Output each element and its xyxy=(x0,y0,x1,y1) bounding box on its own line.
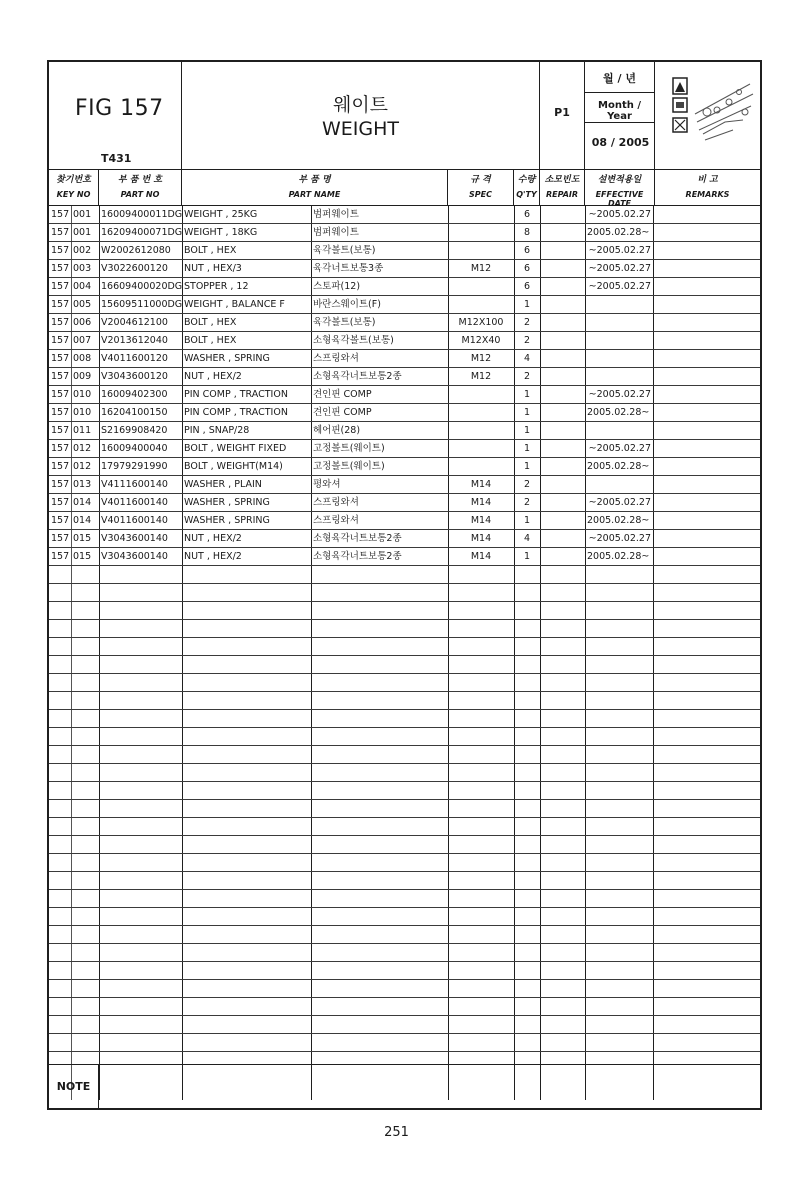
cell-qty: 6 xyxy=(523,209,531,220)
table-row xyxy=(49,458,760,476)
cell-name-en: NUT , HEX/3 xyxy=(184,263,242,274)
cell-remarks xyxy=(655,314,760,332)
cell-part-no: V3022600120 xyxy=(101,263,168,274)
table-row xyxy=(49,836,760,854)
cell-part-no: V3043600120 xyxy=(101,371,168,382)
cell-spec: M12 xyxy=(470,353,492,364)
title-box xyxy=(182,62,540,170)
table-row xyxy=(49,494,760,512)
cell-repair xyxy=(540,458,585,476)
cell-key: 011 xyxy=(73,425,92,436)
col-effective-date: 설변적용일 EFFECTIVE DATE xyxy=(585,170,655,206)
table-row xyxy=(49,674,760,692)
cell-name-en: BOLT , HEX xyxy=(184,245,237,256)
cell-repair xyxy=(540,476,585,494)
col-part-name: 부 품 명 PART NAME xyxy=(182,170,448,206)
table-row xyxy=(49,224,760,242)
cell-name-ko: 육각볼트(보통) xyxy=(313,245,376,256)
cell-name-ko: 평와셔 xyxy=(313,479,341,490)
table-row xyxy=(49,944,760,962)
cell-eff: ~2005.02.27 xyxy=(588,443,651,454)
cell-fig: 157 xyxy=(51,263,70,274)
cell-key: 015 xyxy=(73,551,92,562)
cell-qty: 1 xyxy=(523,443,531,454)
cell-part-no: 16204100150 xyxy=(101,407,168,418)
cell-repair xyxy=(540,260,585,278)
cell-name-en: PIN COMP , TRACTION xyxy=(184,407,288,418)
cell-eff: ~2005.02.27 xyxy=(588,245,651,256)
cell-part-no: W2002612080 xyxy=(101,245,171,256)
cell-part-no: V4011600120 xyxy=(101,353,168,364)
col-remarks: 비 고 REMARKS xyxy=(685,175,730,199)
table-row xyxy=(49,638,760,656)
cell-fig: 157 xyxy=(51,407,70,418)
cell-qty: 1 xyxy=(523,407,531,418)
cell-remarks xyxy=(655,404,760,422)
cell-repair xyxy=(540,512,585,530)
cell-qty: 1 xyxy=(523,425,531,436)
cell-name-ko: 헤어핀(28) xyxy=(313,425,361,436)
sheet-header xyxy=(49,62,760,170)
cell-repair xyxy=(540,296,585,314)
cell-name-en: BOLT , HEX xyxy=(184,335,237,346)
cell-spec: M14 xyxy=(470,515,492,526)
table-row xyxy=(49,350,760,368)
cell-name-en: WEIGHT , 25KG xyxy=(184,209,258,220)
cell-remarks xyxy=(655,422,760,440)
cell-remarks xyxy=(655,296,760,314)
table-row xyxy=(49,800,760,818)
cell-remarks xyxy=(655,242,760,260)
cell-eff: ~2005.02.27 xyxy=(588,209,651,220)
cell-name-en: WASHER , SPRING xyxy=(184,497,270,508)
cell-remarks xyxy=(655,548,760,566)
cell-key: 012 xyxy=(73,461,92,472)
cell-repair xyxy=(540,494,585,512)
cell-part-no: V4011600140 xyxy=(101,497,168,508)
table-row xyxy=(49,656,760,674)
cell-eff: ~2005.02.27 xyxy=(588,533,651,544)
column-header xyxy=(49,170,760,206)
cell-remarks xyxy=(655,260,760,278)
table-row xyxy=(49,368,760,386)
cell-key: 014 xyxy=(73,497,92,508)
cell-name-ko: 견인핀 COMP xyxy=(313,389,372,400)
cell-qty: 2 xyxy=(523,317,531,328)
table-row xyxy=(49,980,760,998)
cell-key: 004 xyxy=(73,281,92,292)
cell-name-en: NUT , HEX/2 xyxy=(184,533,242,544)
table-row xyxy=(49,530,760,548)
date-label-korean: 월 / 년 xyxy=(603,72,636,85)
cell-remarks xyxy=(655,530,760,548)
cell-spec: M14 xyxy=(470,551,492,562)
table-row xyxy=(49,620,760,638)
cell-key: 009 xyxy=(73,371,92,382)
cell-eff: 2005.02.28~ xyxy=(587,551,650,562)
cell-name-en: BOLT , WEIGHT(M14) xyxy=(184,461,283,472)
table-row xyxy=(49,584,760,602)
cell-fig: 157 xyxy=(51,353,70,364)
cell-repair xyxy=(540,350,585,368)
cell-qty: 8 xyxy=(523,227,531,238)
cell-qty: 6 xyxy=(523,263,531,274)
cell-qty: 2 xyxy=(523,335,531,346)
cell-name-ko: 스프링와셔 xyxy=(313,497,359,508)
cell-part-no: 16609400020DG xyxy=(101,281,182,292)
table-row xyxy=(49,962,760,980)
cell-name-en: WEIGHT , BALANCE F xyxy=(184,299,285,310)
cell-spec xyxy=(448,206,514,224)
cell-fig: 157 xyxy=(51,299,70,310)
cell-fig: 157 xyxy=(51,551,70,562)
cell-fig: 157 xyxy=(51,335,70,346)
cell-remarks xyxy=(655,206,760,224)
cell-part-no: 16009402300 xyxy=(101,389,168,400)
cell-key: 007 xyxy=(73,335,92,346)
cell-spec xyxy=(448,296,514,314)
cell-remarks xyxy=(655,332,760,350)
cell-spec: M12X40 xyxy=(461,335,501,346)
table-row xyxy=(49,296,760,314)
cell-qty: 4 xyxy=(523,533,531,544)
cell-repair xyxy=(540,440,585,458)
note-box xyxy=(49,1064,760,1108)
cell-remarks xyxy=(655,512,760,530)
table-row xyxy=(49,1034,760,1052)
parts-diagram-icon xyxy=(655,62,760,170)
cell-repair xyxy=(540,242,585,260)
cell-name-en: NUT , HEX/2 xyxy=(184,371,242,382)
table-row xyxy=(49,764,760,782)
cell-eff xyxy=(585,332,653,350)
cell-eff xyxy=(585,314,653,332)
cell-repair xyxy=(540,278,585,296)
cell-name-ko: 고정볼트(웨이트) xyxy=(313,443,385,454)
cell-part-no: 16009400011DG xyxy=(101,209,182,220)
cell-part-no: V3043600140 xyxy=(101,533,168,544)
cell-fig: 157 xyxy=(51,497,70,508)
cell-fig: 157 xyxy=(51,461,70,472)
cell-key: 005 xyxy=(73,299,92,310)
cell-key: 012 xyxy=(73,443,92,454)
cell-qty: 1 xyxy=(523,389,531,400)
table-row xyxy=(49,548,760,566)
cell-name-ko: 범퍼웨이트 xyxy=(313,209,359,220)
table-row xyxy=(49,692,760,710)
cell-key: 001 xyxy=(73,227,92,238)
cell-part-no: V2013612040 xyxy=(101,335,168,346)
table-row xyxy=(49,404,760,422)
cell-eff: ~2005.02.27 xyxy=(588,497,651,508)
cell-fig: 157 xyxy=(51,425,70,436)
cell-name-ko: 육각볼트(보통) xyxy=(313,317,376,328)
cell-spec: M12X100 xyxy=(458,317,504,328)
table-row xyxy=(49,206,760,224)
date-box xyxy=(585,62,655,170)
cell-spec xyxy=(448,404,514,422)
cell-qty: 4 xyxy=(523,353,531,364)
cell-qty: 6 xyxy=(523,281,531,292)
table-row xyxy=(49,332,760,350)
cell-part-no: 17979291990 xyxy=(101,461,168,472)
cell-key: 013 xyxy=(73,479,92,490)
table-row xyxy=(49,746,760,764)
cell-name-ko: 소형육각너트보통2종 xyxy=(313,371,402,382)
cell-part-no: V4111600140 xyxy=(101,479,168,490)
cell-name-ko: 소형육각너트보통2종 xyxy=(313,551,402,562)
cell-name-en: WASHER , SPRING xyxy=(184,515,270,526)
page-number: 251 xyxy=(384,1125,409,1140)
cell-key: 015 xyxy=(73,533,92,544)
cell-eff: ~2005.02.27 xyxy=(588,389,651,400)
table-row xyxy=(49,710,760,728)
cell-repair xyxy=(540,530,585,548)
table-row xyxy=(49,512,760,530)
cell-spec xyxy=(448,440,514,458)
table-row xyxy=(49,602,760,620)
cell-eff xyxy=(585,296,653,314)
cell-qty: 1 xyxy=(523,515,531,526)
cell-name-en: PIN COMP , TRACTION xyxy=(184,389,288,400)
cell-key: 002 xyxy=(73,245,92,256)
table-row xyxy=(49,818,760,836)
table-row xyxy=(49,728,760,746)
cell-spec xyxy=(448,224,514,242)
title-korean: 웨이트 xyxy=(332,94,389,116)
title-english: WEIGHT xyxy=(321,118,399,140)
cell-fig: 157 xyxy=(51,443,70,454)
note-label: NOTE xyxy=(49,1065,99,1109)
cell-remarks xyxy=(655,278,760,296)
cell-fig: 157 xyxy=(51,281,70,292)
cell-spec xyxy=(448,242,514,260)
cell-eff xyxy=(585,422,653,440)
cell-spec xyxy=(448,386,514,404)
table-row xyxy=(49,890,760,908)
cell-qty: 2 xyxy=(523,479,531,490)
col-repair: 소모빈도 REPAIR xyxy=(540,170,585,206)
cell-key: 001 xyxy=(73,209,92,220)
cell-name-ko: 고정볼트(웨이트) xyxy=(313,461,385,472)
cell-remarks xyxy=(655,476,760,494)
cell-name-ko: 범퍼웨이트 xyxy=(313,227,359,238)
cell-part-no: V3043600140 xyxy=(101,551,168,562)
cell-name-en: BOLT , WEIGHT FIXED xyxy=(184,443,287,454)
col-part-no: 부 품 번 호 PART NO xyxy=(99,170,182,206)
table-row xyxy=(49,242,760,260)
cell-repair xyxy=(540,206,585,224)
cell-key: 008 xyxy=(73,353,92,364)
cell-fig: 157 xyxy=(51,245,70,256)
cell-key: 006 xyxy=(73,317,92,328)
cell-part-no: V2004612100 xyxy=(101,317,168,328)
cell-part-no: S2169908420 xyxy=(101,425,168,436)
cell-repair xyxy=(540,404,585,422)
cell-part-no: V4011600140 xyxy=(101,515,168,526)
cell-spec: M14 xyxy=(470,479,492,490)
table-row xyxy=(49,998,760,1016)
cell-eff: 2005.02.28~ xyxy=(587,227,650,238)
cell-spec xyxy=(448,422,514,440)
cell-eff: ~2005.02.27 xyxy=(588,281,651,292)
cell-remarks xyxy=(655,386,760,404)
page-label: P1 xyxy=(554,106,570,119)
figure-box xyxy=(49,62,182,170)
cell-name-ko: 소형육각볼트(보통) xyxy=(313,335,394,346)
cell-eff: 2005.02.28~ xyxy=(587,515,650,526)
cell-fig: 157 xyxy=(51,209,70,220)
cell-spec: M12 xyxy=(470,371,492,382)
cell-eff xyxy=(585,476,653,494)
cell-name-ko: 스프링와셔 xyxy=(313,515,359,526)
cell-key: 003 xyxy=(73,263,92,274)
cell-eff xyxy=(585,368,653,386)
cell-fig: 157 xyxy=(51,389,70,400)
cell-remarks xyxy=(655,458,760,476)
cell-name-en: WASHER , SPRING xyxy=(184,353,270,364)
cell-qty: 6 xyxy=(523,245,531,256)
cell-part-no: 15609511000DG xyxy=(101,299,182,310)
cell-name-ko: 스프링와셔 xyxy=(313,353,359,364)
cell-name-en: WASHER , PLAIN xyxy=(184,479,262,490)
table-row xyxy=(49,260,760,278)
cell-fig: 157 xyxy=(51,317,70,328)
cell-name-en: WEIGHT , 18KG xyxy=(184,227,258,238)
cell-eff: 2005.02.28~ xyxy=(587,461,650,472)
cell-fig: 157 xyxy=(51,515,70,526)
cell-name-en: NUT , HEX/2 xyxy=(184,551,242,562)
cell-name-en: STOPPER , 12 xyxy=(184,281,249,292)
col-key-no: 찾기번호 KEY NO xyxy=(49,170,99,206)
cell-repair xyxy=(540,314,585,332)
table-row xyxy=(49,278,760,296)
cell-spec: M14 xyxy=(470,497,492,508)
cell-part-no: 16009400040 xyxy=(101,443,168,454)
cell-name-en: BOLT , HEX xyxy=(184,317,237,328)
cell-spec: M14 xyxy=(470,533,492,544)
cell-part-no: 16209400071DG xyxy=(101,227,182,238)
table-row xyxy=(49,440,760,458)
col-qty: 수량 Q'TY xyxy=(514,170,540,206)
table-row xyxy=(49,926,760,944)
cell-qty: 1 xyxy=(523,299,531,310)
cell-remarks xyxy=(655,494,760,512)
cell-key: 010 xyxy=(73,389,92,400)
cell-name-ko: 육각너트보통3종 xyxy=(313,263,384,274)
cell-key: 010 xyxy=(73,407,92,418)
machine-illustration xyxy=(655,62,760,170)
cell-remarks xyxy=(655,224,760,242)
table-row xyxy=(49,854,760,872)
table-row xyxy=(49,872,760,890)
figure-number: FIG 157 xyxy=(75,96,164,121)
cell-fig: 157 xyxy=(51,533,70,544)
cell-name-ko: 견인핀 COMP xyxy=(313,407,372,418)
table-row xyxy=(49,476,760,494)
table-row xyxy=(49,422,760,440)
cell-name-ko: 스토파(12) xyxy=(313,281,361,292)
cell-eff: ~2005.02.27 xyxy=(588,263,651,274)
parts-list-sheet xyxy=(47,60,762,1110)
table-row xyxy=(49,566,760,584)
cell-fig: 157 xyxy=(51,371,70,382)
cell-fig: 157 xyxy=(51,479,70,490)
page-box xyxy=(540,62,585,170)
cell-repair xyxy=(540,548,585,566)
cell-qty: 1 xyxy=(523,461,531,472)
model-code: T431 xyxy=(101,152,132,165)
cell-remarks xyxy=(655,368,760,386)
cell-name-en: PIN , SNAP/28 xyxy=(184,425,250,436)
cell-qty: 2 xyxy=(523,371,531,382)
cell-eff: 2005.02.28~ xyxy=(587,407,650,418)
cell-spec xyxy=(448,458,514,476)
cell-name-ko: 소형육각너트보통2종 xyxy=(313,533,402,544)
cell-key: 014 xyxy=(73,515,92,526)
table-row xyxy=(49,908,760,926)
cell-repair xyxy=(540,332,585,350)
issue-date: 08 / 2005 xyxy=(591,136,650,149)
date-label-english: Month / Year xyxy=(598,100,641,122)
table-row xyxy=(49,386,760,404)
cell-repair xyxy=(540,368,585,386)
cell-spec: M12 xyxy=(470,263,492,274)
cell-repair xyxy=(540,224,585,242)
cell-repair xyxy=(540,422,585,440)
cell-remarks xyxy=(655,440,760,458)
table-row xyxy=(49,1016,760,1034)
cell-qty: 1 xyxy=(523,551,531,562)
cell-spec xyxy=(448,278,514,296)
cell-repair xyxy=(540,386,585,404)
cell-remarks xyxy=(655,350,760,368)
cell-qty: 2 xyxy=(523,497,531,508)
cell-eff xyxy=(585,350,653,368)
table-row xyxy=(49,314,760,332)
col-spec: 규 격 SPEC xyxy=(448,170,514,206)
cell-name-ko: 바란스웨이트(F) xyxy=(313,299,381,310)
cell-fig: 157 xyxy=(51,227,70,238)
table-row xyxy=(49,782,760,800)
